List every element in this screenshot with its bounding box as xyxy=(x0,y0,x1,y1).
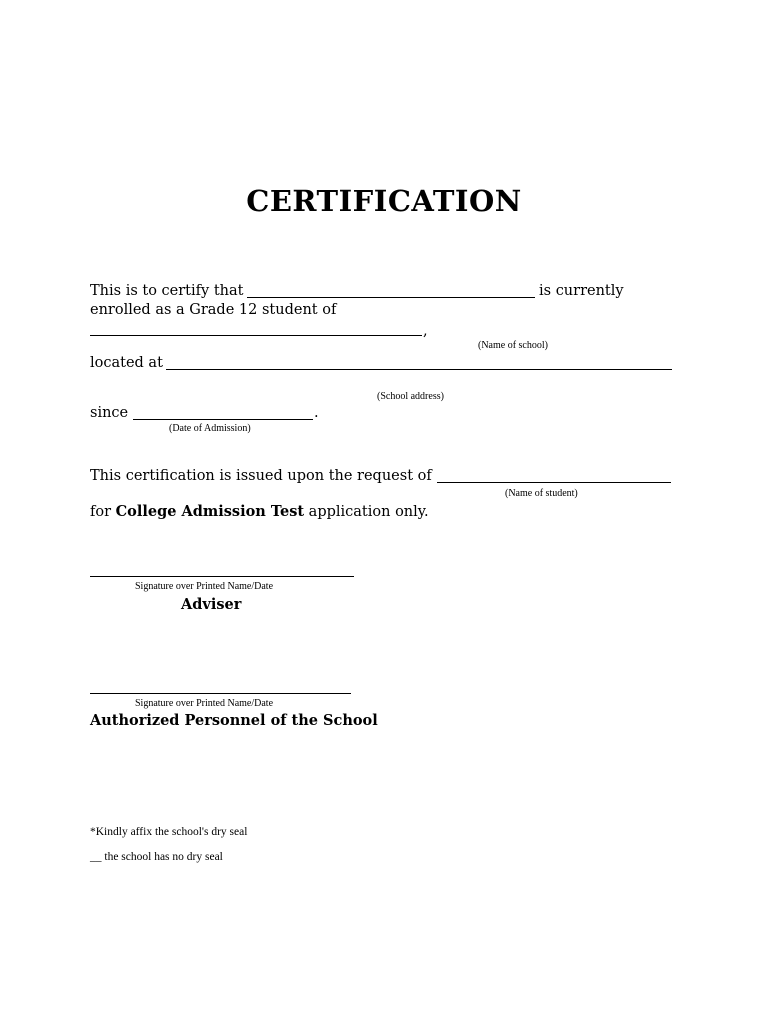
purpose-tail-text: application only. xyxy=(308,504,429,520)
test-name-text: College Admission Test xyxy=(115,503,305,520)
adviser-signature-line xyxy=(90,576,354,577)
enrolled-text: enrolled as a Grade 12 student of xyxy=(90,302,337,318)
school-name-blank-line xyxy=(90,335,422,336)
located-at-text: located at xyxy=(90,355,163,371)
no-dry-seal-note: __ the school has no dry seal xyxy=(90,851,223,863)
currently-text: is currently xyxy=(539,283,624,299)
since-text: since xyxy=(90,405,129,421)
request-lead-text: This certification is issued upon the request of xyxy=(90,468,432,484)
personnel-role-label: Authorized Personnel of the School xyxy=(90,712,378,729)
adviser-role-label: Adviser xyxy=(181,596,242,613)
comma-text: , xyxy=(423,323,428,339)
purpose-line xyxy=(90,503,429,520)
document-title: CERTIFICATION xyxy=(246,184,522,218)
admission-date-blank-line xyxy=(133,419,313,420)
school-name-caption: (Name of school) xyxy=(478,340,548,351)
dry-seal-note: *Kindly affix the school's dry seal xyxy=(90,826,248,838)
for-text: for xyxy=(90,504,112,520)
adviser-signature-caption: Signature over Printed Name/Date xyxy=(135,581,274,592)
requesting-student-blank-line xyxy=(437,482,671,483)
school-address-blank-line xyxy=(166,369,672,370)
admission-date-caption: (Date of Admission) xyxy=(169,423,251,434)
school-address-caption: (School address) xyxy=(377,391,444,402)
personnel-signature-line xyxy=(90,693,351,694)
certify-lead-text: This is to certify that xyxy=(90,283,244,299)
personnel-signature-caption: Signature over Printed Name/Date xyxy=(135,698,274,709)
student-name-caption: (Name of student) xyxy=(505,488,578,499)
period-text: . xyxy=(314,405,319,421)
student-name-blank-line xyxy=(247,297,535,298)
